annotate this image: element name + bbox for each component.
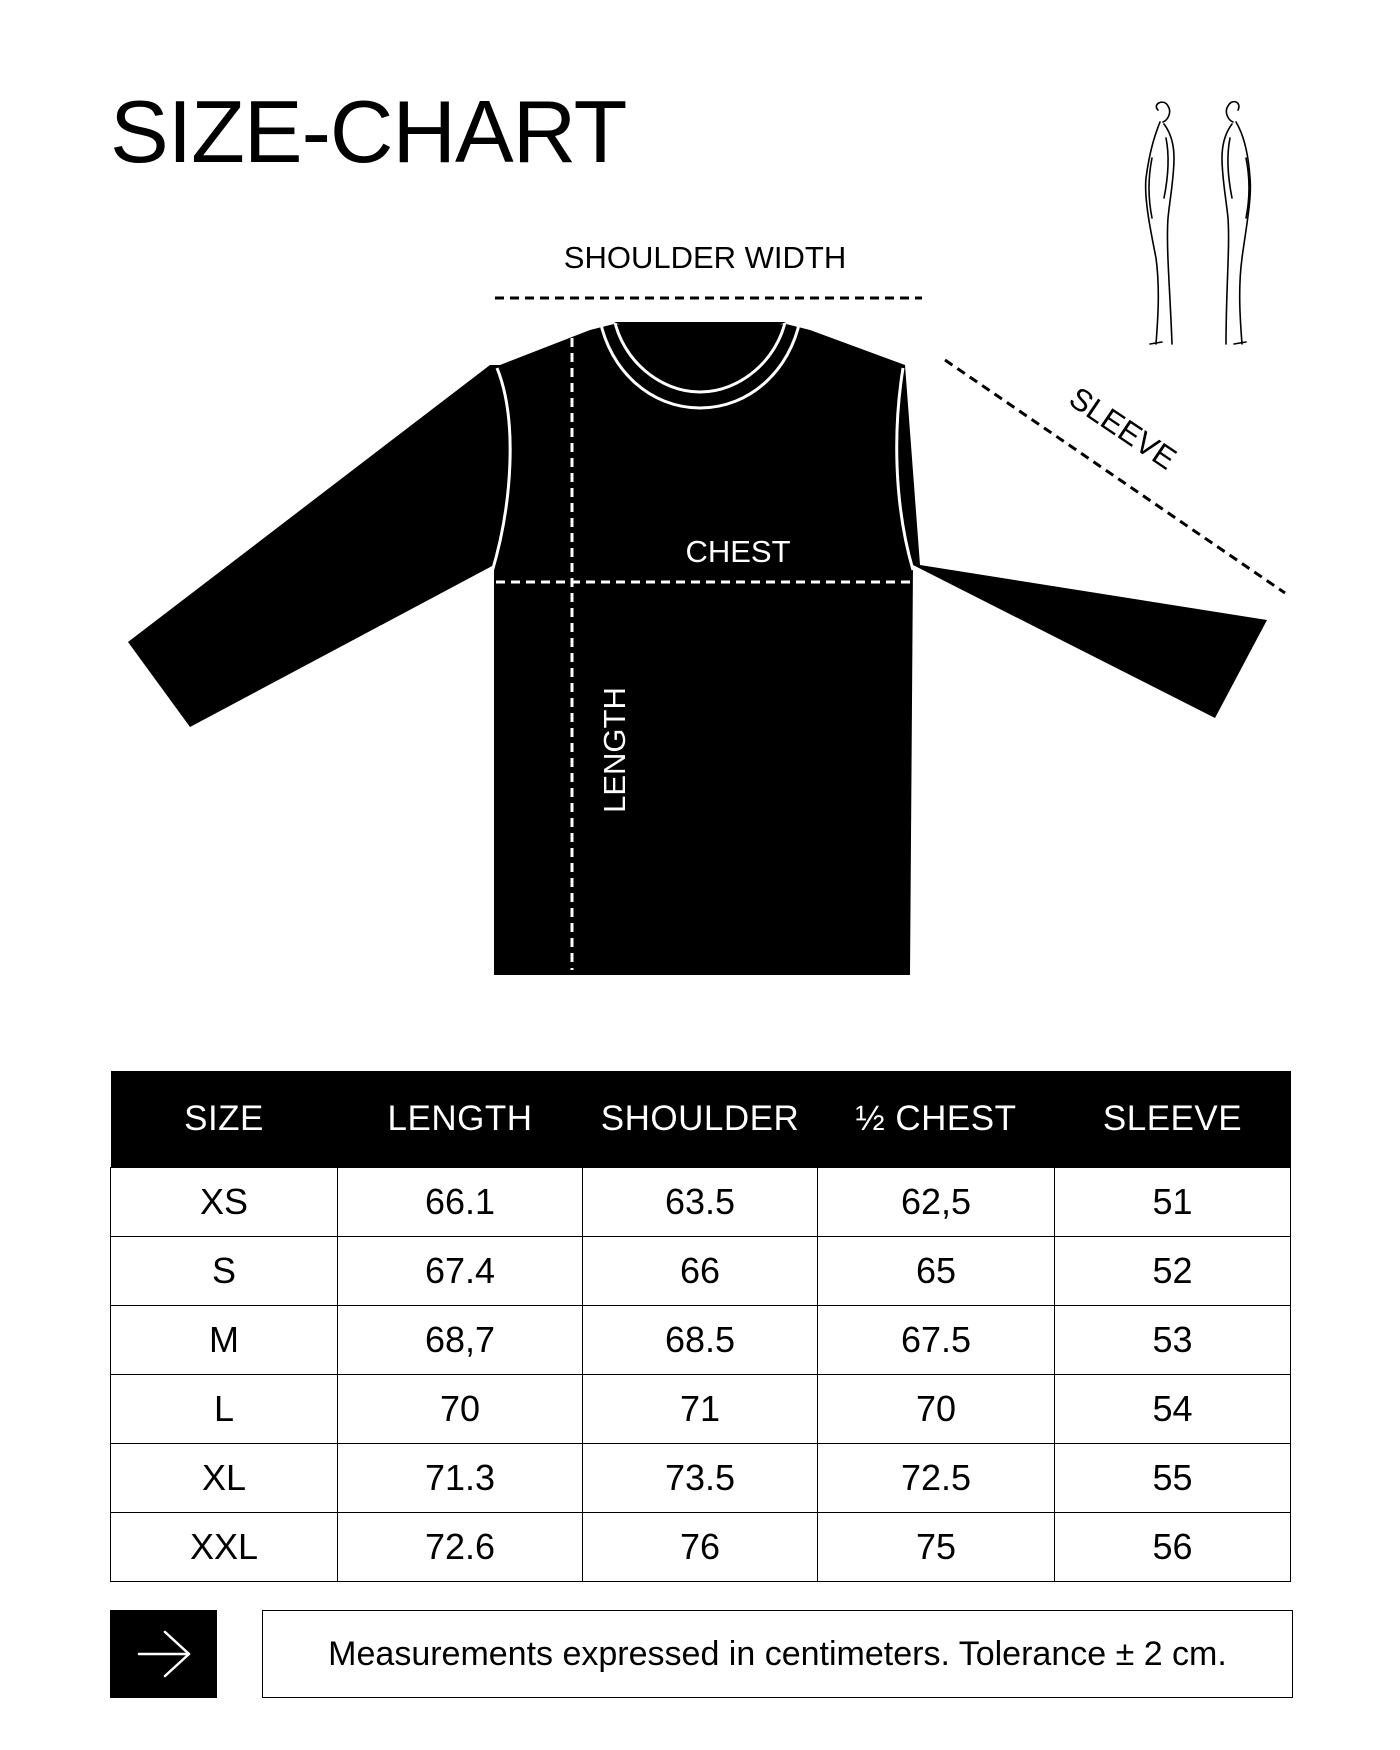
- cell-shoulder: 73.5: [583, 1444, 818, 1513]
- table-row: [111, 1237, 1291, 1306]
- cell-length: 71.3: [338, 1444, 583, 1513]
- cell-shoulder: 76: [583, 1513, 818, 1582]
- cell-half-chest: 75: [818, 1513, 1055, 1582]
- header-half-chest: ½ CHEST: [818, 1071, 1055, 1168]
- cell-sleeve: 54: [1055, 1375, 1291, 1444]
- cell-sleeve: 51: [1055, 1168, 1291, 1237]
- chest-label: CHEST: [685, 534, 791, 569]
- page-title: SIZE-CHART: [110, 82, 627, 181]
- length-label: LENGTH: [597, 687, 632, 813]
- measurement-note: Measurements expressed in centimeters. Tolerance ± 2 cm.: [262, 1610, 1293, 1698]
- cell-size: M: [111, 1306, 338, 1375]
- cell-length: 67.4: [338, 1237, 583, 1306]
- cell-half-chest: 67.5: [818, 1306, 1055, 1375]
- cell-sleeve: 55: [1055, 1444, 1291, 1513]
- cell-shoulder: 71: [583, 1375, 818, 1444]
- table-row: [111, 1444, 1291, 1513]
- cell-sleeve: 56: [1055, 1513, 1291, 1582]
- cell-sleeve: 52: [1055, 1237, 1291, 1306]
- cell-sleeve: 53: [1055, 1306, 1291, 1375]
- header-length: LENGTH: [338, 1071, 583, 1168]
- table-header-row: [111, 1071, 1291, 1168]
- cell-size: XXL: [111, 1513, 338, 1582]
- cell-size: S: [111, 1237, 338, 1306]
- cell-shoulder: 66: [583, 1237, 818, 1306]
- header-sleeve: SLEEVE: [1055, 1071, 1291, 1168]
- header-size: SIZE: [111, 1071, 338, 1168]
- size-table: [110, 1071, 1291, 1582]
- table-row: [111, 1168, 1291, 1237]
- cell-length: 72.6: [338, 1513, 583, 1582]
- table-row: [111, 1513, 1291, 1582]
- cell-half-chest: 62,5: [818, 1168, 1055, 1237]
- sleeve-label: SLEEVE: [1063, 380, 1183, 477]
- cell-shoulder: 68.5: [583, 1306, 818, 1375]
- cell-length: 70: [338, 1375, 583, 1444]
- cell-half-chest: 70: [818, 1375, 1055, 1444]
- cell-size: L: [111, 1375, 338, 1444]
- cell-size: XS: [111, 1168, 338, 1237]
- cell-half-chest: 65: [818, 1237, 1055, 1306]
- cell-shoulder: 63.5: [583, 1168, 818, 1237]
- arrow-right-icon: [135, 1629, 193, 1679]
- cell-length: 66.1: [338, 1168, 583, 1237]
- table-row: [111, 1375, 1291, 1444]
- shoulder-width-label: SHOULDER WIDTH: [563, 240, 847, 275]
- arrow-right-button[interactable]: [110, 1610, 217, 1698]
- header-shoulder: SHOULDER: [583, 1071, 818, 1168]
- table-row: [111, 1306, 1291, 1375]
- cell-length: 68,7: [338, 1306, 583, 1375]
- cell-size: XL: [111, 1444, 338, 1513]
- cell-half-chest: 72.5: [818, 1444, 1055, 1513]
